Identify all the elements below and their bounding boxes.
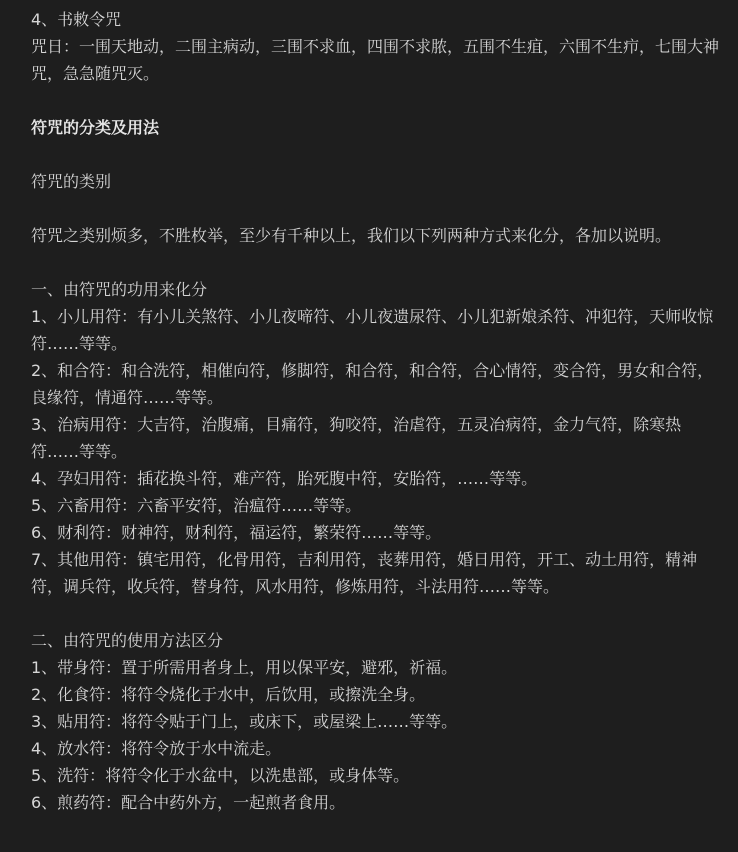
spacer — [31, 87, 721, 114]
heading-category-usage: 符咒的分类及用法 — [31, 118, 160, 137]
spacer — [31, 195, 721, 222]
function-list-item: 3、治病用符：大吉符，治腹痛，目痛符，狗咬符，治虐符，五灵冶病符，金力气符，除寒热符……等等。 — [31, 415, 682, 461]
heading-types: 符咒的类别 — [31, 172, 112, 191]
spacer — [31, 600, 721, 627]
method-list-item: 2、化食符：将符令烧化于水中，后饮用，或擦洗全身。 — [31, 685, 426, 704]
function-list-item: 5、六畜用符：六畜平安符，治瘟符……等等。 — [31, 496, 362, 515]
method-list-item: 3、贴用符：将符令贴于门上，或床下，或屋梁上……等等。 — [31, 712, 458, 731]
method-list-item: 4、放水符：将符令放于水中流走。 — [31, 739, 282, 758]
function-list-item: 2、和合符：和合洗符，相催向符，修脚符，和合符，和合符，合心情符，变合符，男女和合符，良缘符，情通符……等等。 — [31, 361, 714, 407]
function-list-title: 一、由符咒的功用来化分 — [31, 280, 208, 299]
method-list-title: 二、由符咒的使用方法区分 — [31, 631, 224, 650]
section4-body: 咒日：一围天地动，二围主病动，三围不求血，四围不求脓，五围不生疽，六围不生疖，七围大神咒，急急随咒灭。 — [31, 37, 720, 83]
function-list-item: 1、小儿用符：有小儿关煞符、小儿夜啼符、小儿夜遗尿符、小儿犯新娘杀符、冲犯符，天师收惊符……等等。 — [31, 307, 714, 353]
spacer — [31, 141, 721, 168]
function-list-item: 4、孕妇用符：插花换斗符，难产符，胎死腹中符，安胎符，……等等。 — [31, 469, 538, 488]
method-list-item: 6、煎药符：配合中药外方，一起煎者食用。 — [31, 793, 346, 812]
section4-title: 4、书敕令咒 — [31, 10, 122, 29]
method-list-item: 5、洗符：将符令化于水盆中，以洗患部，或身体等。 — [31, 766, 410, 785]
intro-paragraph: 符咒之类别烦多，不胜枚举，至少有千种以上，我们以下列两种方式来化分，各加以说明。 — [31, 226, 672, 245]
document-page — [31, 6, 721, 816]
method-list-item: 1、带身符：置于所需用者身上，用以保平安，避邪，祈福。 — [31, 658, 458, 677]
function-list-item: 7、其他用符：镇宅用符，化骨用符，吉利用符，丧葬用符，婚日用符，开工、动土用符，精神符，调兵符，收兵符，替身符，风水用符，修炼用符，斗法用符……等等。 — [31, 550, 698, 596]
spacer — [31, 249, 721, 276]
function-list-item: 6、财利符：财神符，财利符，福运符，繁荣符……等等。 — [31, 523, 442, 542]
